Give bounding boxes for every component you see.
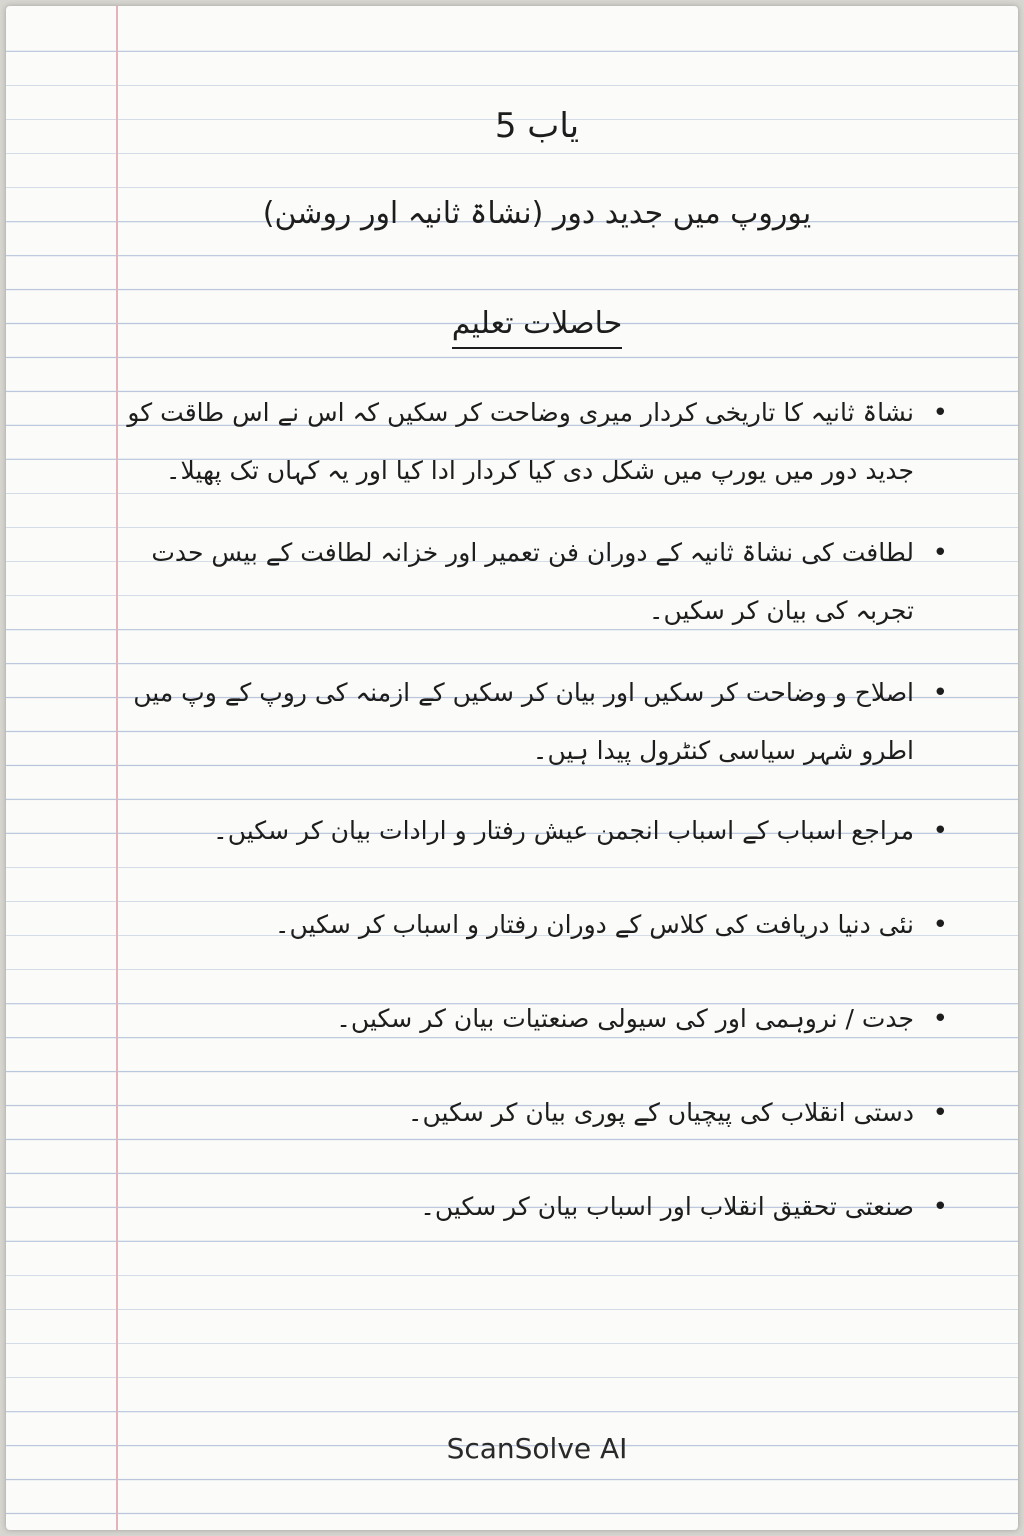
chapter-number: یاب 5 [494, 106, 580, 146]
objective-item: • نشاۃ ثانیہ کا تاریخی کردار میری وضاحت کر سکیں کہ اس نے اس طاقت کو جدید دور میں یورپ میں شکل دی کیا کردار ادا کیا اور یہ کہاں تک پھیلا۔ [126, 384, 948, 500]
notebook-page [6, 6, 1018, 1530]
objective-item: • مراجع اسباب کے اسباب انجمن عیش رفتار و ارادات بیان کر سکیں۔ [126, 802, 948, 860]
objective-item: • لطافت کی نشاۃ ثانیہ کے دوران فن تعمیر اور خزانہ لطافت کے بیس حدت تجربہ کی بیان کر سکیں۔ [126, 524, 948, 640]
chapter-title: یوروپ میں جدید دور (نشاۃ ثانیہ اور روشن) [262, 196, 812, 231]
margin-line [116, 6, 118, 1530]
footer-watermark: ScanSolve AI [446, 1432, 628, 1465]
objective-item: • اصلاح و وضاحت کر سکیں اور بیان کر سکیں کے ازمنہ کی روپ کے وپ میں اطرو شہر سیاسی کنٹرول پیدا ہیں۔ [126, 664, 948, 780]
section-heading [126, 306, 948, 341]
page-content [126, 6, 948, 1530]
section-heading-text: حاصلات تعلیم [452, 306, 623, 349]
objectives-list [126, 384, 948, 1236]
objective-item: • صنعتی تحقیق انقلاب اور اسباب بیان کر سکیں۔ [126, 1178, 948, 1236]
objective-item: • دستی انقلاب کی پیچیاں کے پوری بیان کر سکیں۔ [126, 1084, 948, 1142]
objective-item: • جدت / نروہمی اور کی سیولی صنعتیات بیان کر سکیں۔ [126, 990, 948, 1048]
objective-item: • نئی دنیا دریافت کی کلاس کے دوران رفتار و اسباب کر سکیں۔ [126, 896, 948, 954]
